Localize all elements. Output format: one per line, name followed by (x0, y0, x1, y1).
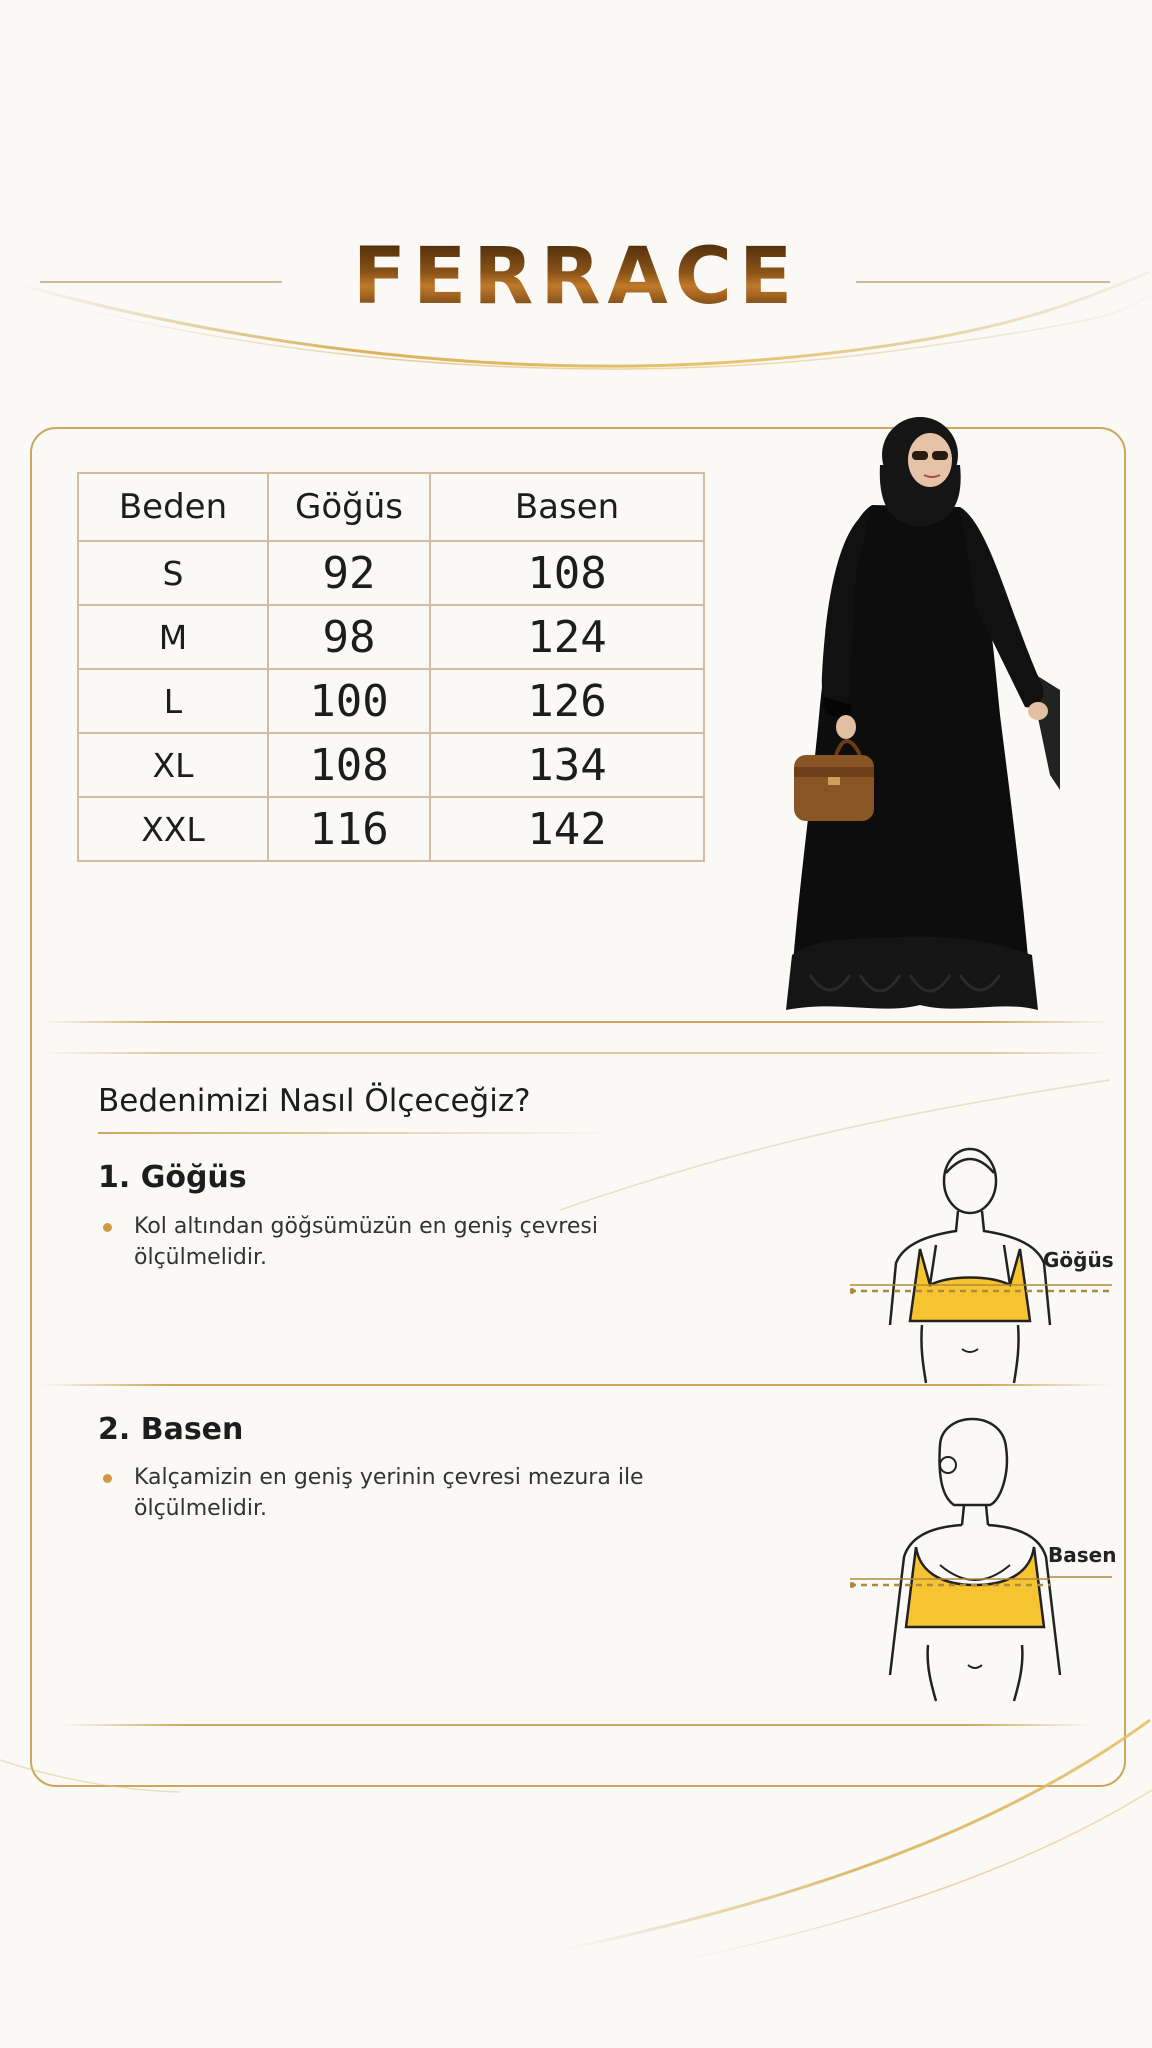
header-beden: Beden (78, 473, 268, 541)
size-cell: L (78, 669, 268, 733)
size-cell: XXL (78, 797, 268, 861)
basen-cell: 134 (430, 733, 704, 797)
size-cell: M (78, 605, 268, 669)
bullet-icon (103, 1474, 112, 1483)
section-gogus-heading: 1. Göğüs (98, 1160, 247, 1195)
gogus-cell: 116 (268, 797, 430, 861)
size-chart-table (77, 472, 705, 862)
bullet-text: Kol altından göğsümüzün en geniş çevresi ölçülmelidir. (134, 1214, 598, 1270)
table-header-row (78, 473, 704, 541)
gogus-cell: 108 (268, 733, 430, 797)
gogus-figure-label: Göğüs (1043, 1248, 1114, 1272)
basen-cell: 126 (430, 669, 704, 733)
section-basen-bullet (103, 1462, 723, 1524)
divider-top-2 (40, 1052, 1112, 1054)
gogus-cell: 98 (268, 605, 430, 669)
basen-figure-label: Basen (1048, 1543, 1117, 1567)
header-basen: Basen (430, 473, 704, 541)
basen-cell: 124 (430, 605, 704, 669)
background-swoosh-decoration (0, 1060, 1152, 1240)
table-row (78, 733, 704, 797)
model-photo (760, 415, 1080, 1025)
section-basen-heading: 2. Basen (98, 1412, 244, 1447)
size-cell: S (78, 541, 268, 605)
gogus-cell: 92 (268, 541, 430, 605)
how-to-measure-title: Bedenimizi Nasıl Ölçeceğiz? (98, 1083, 531, 1119)
brand-title: FERRACE (0, 232, 1152, 322)
header-gogus: Göğüs (268, 473, 430, 541)
basen-cell: 142 (430, 797, 704, 861)
size-cell: XL (78, 733, 268, 797)
table-row (78, 605, 704, 669)
table-row (78, 669, 704, 733)
footer-swoosh-decoration (0, 1700, 1152, 2048)
bullet-text: Kalçamizin en geniş yerinin çevresi mezura ile ölçülmelidir. (134, 1465, 644, 1521)
basen-cell: 108 (430, 541, 704, 605)
table-row (78, 541, 704, 605)
gogus-cell: 100 (268, 669, 430, 733)
table-row (78, 797, 704, 861)
